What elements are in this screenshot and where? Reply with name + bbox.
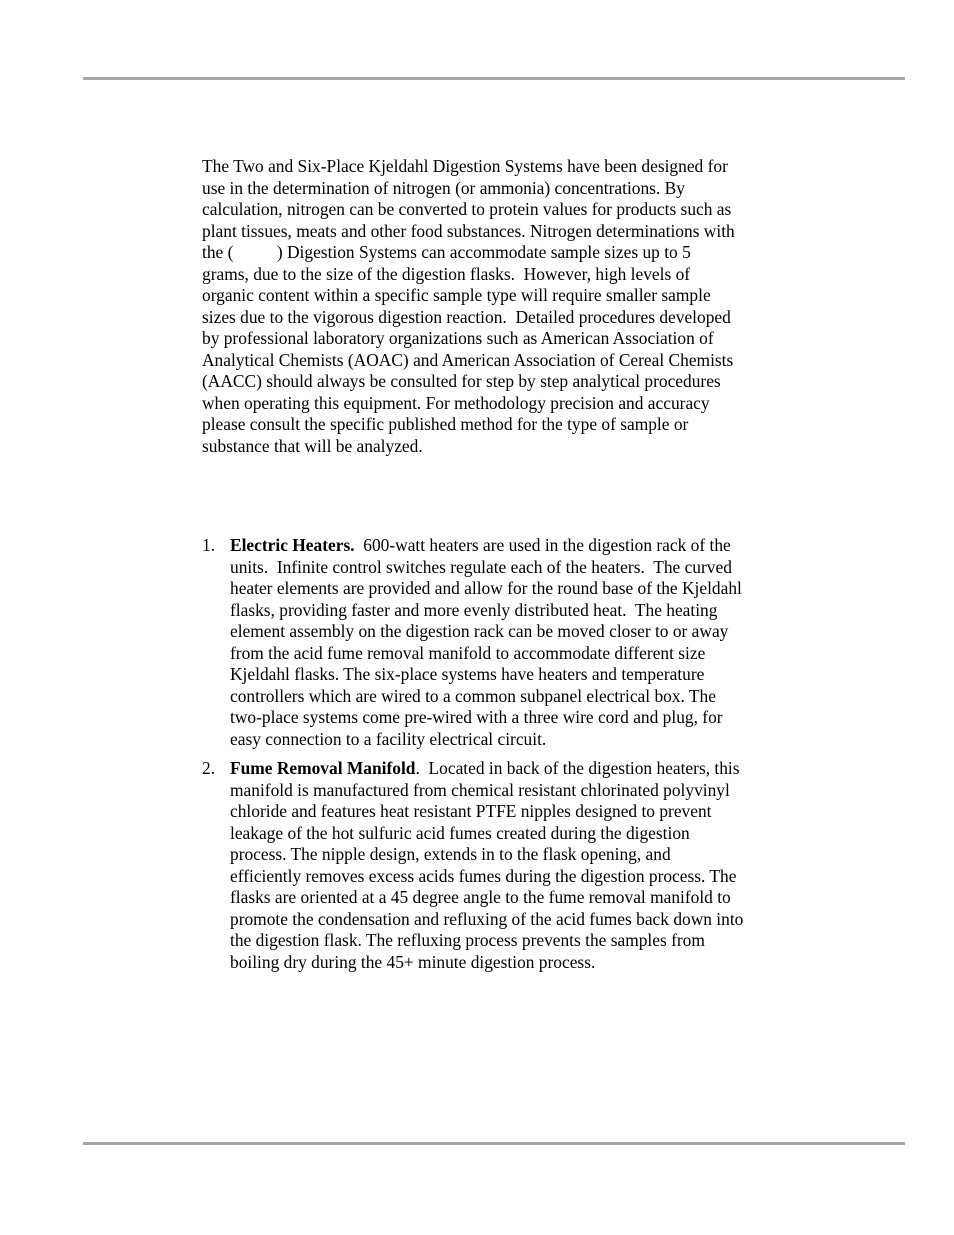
list-item-fume-removal-manifold bbox=[202, 758, 802, 973]
list-item-line: chloride and features heat resistant PTFE nipples designed to prevent bbox=[230, 801, 712, 821]
list-item-line: boiling dry during the 45+ minute digestion process. bbox=[230, 951, 596, 972]
intro-line: grams, due to the size of the digestion flasks. However, high levels of bbox=[202, 263, 691, 284]
list-item-line: manifold is manufactured from chemical resistant chlorinated polyvinyl bbox=[230, 779, 730, 800]
intro-line: organic content within a specific sample type will require smaller sample bbox=[202, 285, 711, 305]
list-item-title: Electric Heaters. bbox=[230, 535, 355, 555]
intro-line: when operating this equipment. For methodology precision and accuracy bbox=[202, 392, 710, 413]
list-item-line: units. Infinite control switches regulate each of the heaters. The curved bbox=[230, 556, 732, 577]
list-item-line: flasks, providing faster and more evenly distributed heat. The heating bbox=[230, 599, 718, 620]
list-number: 1. bbox=[202, 535, 216, 555]
list-item-line: element assembly on the digestion rack can be moved closer to or away bbox=[230, 621, 729, 641]
header-rule bbox=[83, 77, 905, 80]
intro-line: The Two and Six-Place Kjeldahl Digestion Systems have been designed for bbox=[202, 156, 728, 176]
list-item-first-line bbox=[230, 758, 802, 780]
list-item-line: easy connection to a facility electrical circuit. bbox=[230, 728, 547, 749]
list-item-line: heater elements are provided and allow for the round base of the Kjeldahl bbox=[230, 578, 742, 598]
list-item-line: efficiently removes excess acids fumes during the digestion process. The bbox=[230, 865, 737, 886]
intro-line: (AACC) should always be consulted for step by step analytical procedures bbox=[202, 371, 721, 391]
list-item-line: Kjeldahl flasks. The six-place systems have heaters and temperature bbox=[230, 664, 705, 684]
intro-line: calculation, nitrogen can be converted to protein values for products such as bbox=[202, 199, 732, 219]
list-item-line: two-place systems come pre-wired with a three wire cord and plug, for bbox=[230, 707, 723, 727]
intro-line: sizes due to the vigorous digestion reaction. Detailed procedures developed bbox=[202, 306, 731, 327]
list-item-line: process. The nipple design, extends in to the flask opening, and bbox=[230, 844, 671, 864]
list-item-first-line bbox=[230, 535, 802, 557]
list-item-line: controllers which are wired to a common subpanel electrical box. The bbox=[230, 685, 716, 706]
intro-line: the ( ) Digestion Systems can accommodate sample sizes up to 5 bbox=[202, 242, 691, 262]
list-item-text: . Located in back of the digestion heaters, this bbox=[415, 758, 740, 778]
intro-line: substance that will be analyzed. bbox=[202, 435, 423, 456]
list-item-line: flasks are oriented at a 45 degree angle to the fume removal manifold to bbox=[230, 887, 731, 907]
intro-paragraph bbox=[202, 156, 787, 457]
list-item-title: Fume Removal Manifold bbox=[230, 758, 416, 778]
intro-line: Analytical Chemists (AOAC) and American Association of Cereal Chemists bbox=[202, 349, 734, 370]
list-number: 2. bbox=[202, 758, 216, 778]
list-item-electric-heaters bbox=[202, 535, 802, 750]
intro-line: by professional laboratory organizations such as American Association of bbox=[202, 328, 714, 348]
list-item-line: promote the condensation and refluxing of the acid fumes back down into bbox=[230, 908, 744, 929]
features-list bbox=[202, 535, 802, 973]
intro-line: plant tissues, meats and other food substances. Nitrogen determinations with bbox=[202, 220, 735, 241]
list-item-text: 600-watt heaters are used in the digestion rack of the bbox=[354, 535, 731, 555]
intro-line: use in the determination of nitrogen (or ammonia) concentrations. By bbox=[202, 177, 685, 198]
footer-rule bbox=[83, 1142, 905, 1145]
list-item-line: leakage of the hot sulfuric acid fumes created during the digestion bbox=[230, 822, 690, 843]
intro-line: please consult the specific published method for the type of sample or bbox=[202, 414, 689, 434]
list-item-line: from the acid fume removal manifold to accommodate different size bbox=[230, 642, 706, 663]
list-item-line: the digestion flask. The refluxing process prevents the samples from bbox=[230, 930, 705, 950]
